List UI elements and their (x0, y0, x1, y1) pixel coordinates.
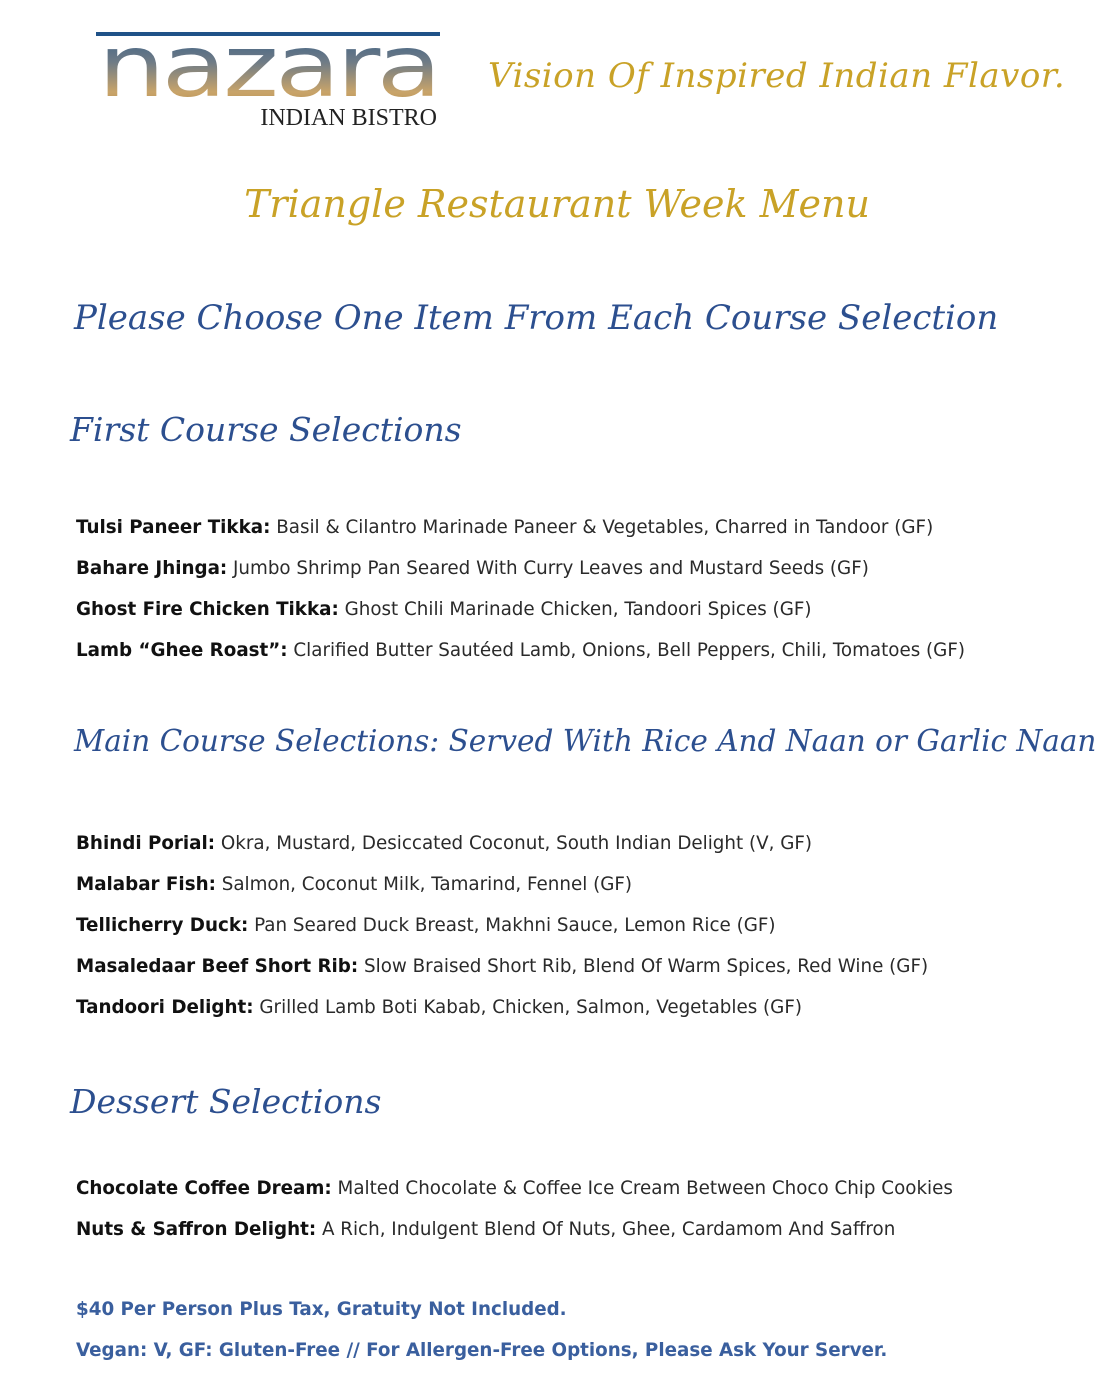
item-description: Ghost Chili Marinade Chicken, Tandoori Spices (GF) (338, 599, 812, 620)
item-name: Tulsi Paneer Tikka: (76, 517, 271, 538)
item-name: Bhindi Porial: (76, 833, 216, 854)
dessert-list (76, 1168, 953, 1250)
logo-subtitle: INDIAN BISTRO (260, 105, 437, 130)
menu-item (76, 987, 928, 1028)
menu-item (76, 864, 928, 905)
price-note: $40 Per Person Plus Tax, Gratuity Not Included. (76, 1299, 567, 1320)
item-name: Bahare Jhinga: (76, 558, 228, 579)
item-name: Chocolate Coffee Dream: (76, 1178, 332, 1199)
first-course-heading: First Course Selections (70, 410, 462, 449)
item-description: Salmon, Coconut Milk, Tamarind, Fennel (GF) (215, 874, 633, 895)
item-description: Basil & Cilantro Marinade Paneer & Vegetables, Charred in Tandoor (GF) (270, 517, 934, 538)
first-course-list (76, 507, 965, 671)
item-name: Masaledaar Beef Short Rib: (76, 956, 359, 977)
menu-item (76, 946, 928, 987)
logo-wordmark: nazara (98, 30, 438, 117)
menu-item (76, 548, 965, 589)
menu-item (76, 823, 928, 864)
item-name: Lamb “Ghee Roast”: (76, 640, 288, 661)
item-description: Jumbo Shrimp Pan Seared With Curry Leaves and Mustard Seeds (GF) (227, 558, 869, 579)
tagline: Vision Of Inspired Indian Flavor. (488, 56, 1066, 96)
menu-title: Triangle Restaurant Week Menu (244, 182, 870, 226)
restaurant-logo (96, 30, 442, 130)
main-course-heading: Main Course Selections: Served With Rice And Naan or Garlic Naan (74, 724, 1097, 758)
allergen-note: Vegan: V, GF: Gluten-Free // For Allergen-Free Options, Please Ask Your Server. (76, 1340, 888, 1361)
dessert-heading: Dessert Selections (70, 1082, 382, 1121)
item-description: Okra, Mustard, Desiccated Coconut, South Indian Delight (V, GF) (215, 833, 813, 854)
item-description: Clarified Butter Sautéed Lamb, Onions, Bell Peppers, Chili, Tomatoes (GF) (287, 640, 965, 661)
item-name: Tandoori Delight: (76, 997, 254, 1018)
item-name: Ghost Fire Chicken Tikka: (76, 599, 339, 620)
item-name: Tellicherry Duck: (76, 915, 249, 936)
item-name: Nuts & Saffron Delight: (76, 1219, 317, 1240)
main-course-list (76, 823, 928, 1028)
menu-item (76, 630, 965, 671)
item-description: Slow Braised Short Rib, Blend Of Warm Spices, Red Wine (GF) (358, 956, 929, 977)
item-description: Malted Chocolate & Coffee Ice Cream Between Choco Chip Cookies (331, 1178, 953, 1199)
item-name: Malabar Fish: (76, 874, 216, 895)
instruction-heading: Please Choose One Item From Each Course Selection (74, 298, 999, 338)
item-description: Grilled Lamb Boti Kabab, Chicken, Salmon, Vegetables (GF) (253, 997, 802, 1018)
menu-item (76, 1168, 953, 1209)
item-description: Pan Seared Duck Breast, Makhni Sauce, Lemon Rice (GF) (248, 915, 776, 936)
menu-item (76, 1209, 953, 1250)
menu-item (76, 905, 928, 946)
item-description: A Rich, Indulgent Blend Of Nuts, Ghee, Cardamom And Saffron (316, 1219, 896, 1240)
menu-item (76, 507, 965, 548)
menu-item (76, 589, 965, 630)
